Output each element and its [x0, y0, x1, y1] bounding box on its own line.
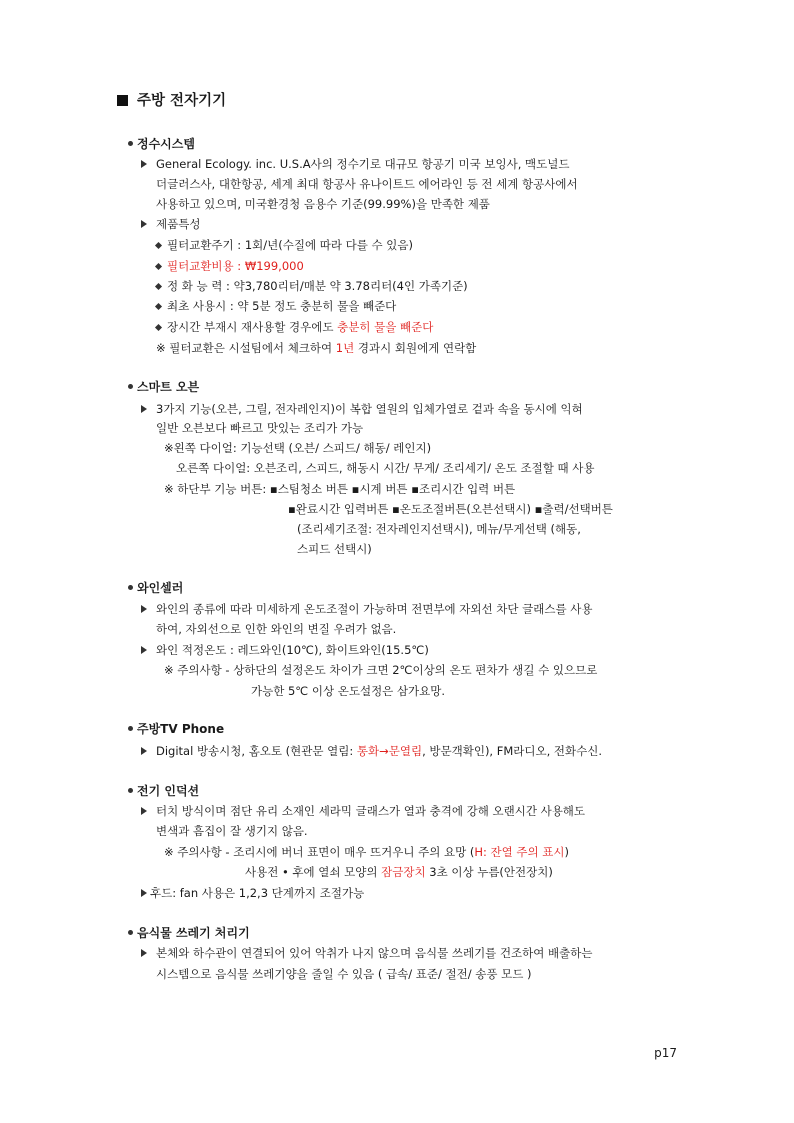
induction-line-4: 사용전 • 후에 열쇠 모양의 잠금장치 3초 이상 누름(안전장치) [245, 865, 553, 879]
water-note: ※ 필터교환은 시설팀에서 체크하여 1년 경과시 회원에게 연락함 [156, 341, 477, 355]
diamond-bullet-icon [155, 242, 162, 249]
oven-line-2: 일반 오븐보다 빠르고 맛있는 조리가 가능 [156, 421, 364, 435]
bullet-icon [128, 726, 133, 731]
water-feature-5: 장시간 부재시 재사용할 경우에도 충분히 물을 빼준다 [156, 319, 433, 335]
section-heading-wine: 와인셀러 [128, 580, 183, 596]
page-title: 주방 전자기기 [117, 93, 226, 109]
wine-line-5: 가능한 5℃ 이상 온도설정은 삼가요망. [251, 684, 446, 698]
oven-line-1: 3가지 기능(오븐, 그릴, 전자레인지)이 복합 열원의 입체가열로 겉과 속을 동시에 익혀 [141, 401, 583, 417]
water-feature-4: 최초 사용시 : 약 5분 정도 충분히 물을 빼준다 [156, 298, 396, 314]
oven-line-5: ※ 하단부 기능 버튼: ▪스팀청소 버튼 ▪시계 버튼 ▪조리시간 입력 버튼 [164, 482, 516, 496]
section-heading-induction: 전기 인덕션 [128, 783, 199, 799]
section-heading-oven: 스마트 오븐 [128, 379, 199, 395]
wine-line-1: 와인의 종류에 따라 미세하게 온도조절이 가능하며 전면부에 자외선 차단 글래스를 사용 [141, 601, 592, 617]
water-feature-2: 필터교환비용 : ₩199,000 [156, 258, 304, 274]
triangle-bullet-icon [141, 807, 147, 815]
water-feature-3: 정 화 능 력 : 약3,780리터/매분 약 3.78리터(4인 가족기준) [156, 278, 468, 294]
wine-line-4: ※ 주의사항 - 상하단의 설정온도 차이가 크면 2℃이상의 온도 편차가 생길 수 있으므로 [164, 663, 598, 677]
water-desc-2: 더글러스사, 대한항공, 세계 최대 항공사 유나이트드 에어라인 등 전 세계 항공사에서 [156, 177, 578, 191]
bullet-icon [128, 141, 133, 146]
triangle-bullet-icon [141, 646, 147, 654]
waste-line-2: 시스템으로 음식물 쓰레기양을 줄일 수 있음 ( 급속/ 표준/ 절전/ 송풍 모드 ) [156, 967, 532, 981]
square-bullet-icon [117, 95, 128, 106]
triangle-bullet-icon [141, 949, 147, 957]
oven-line-7: (조리세기조절: 전자레인지선택시), 메뉴/무게선택 (해동, [297, 522, 581, 536]
bullet-icon [128, 788, 133, 793]
section-heading-water: 정수시스템 [128, 136, 195, 152]
induction-line-5: 후드: fan 사용은 1,2,3 단계까지 조절가능 [141, 885, 364, 901]
triangle-bullet-icon [141, 405, 147, 413]
triangle-bullet-icon [141, 747, 147, 755]
section-heading-tv: 주방TV Phone [128, 721, 224, 737]
wine-line-3: 와인 적정온도 : 레드와인(10℃), 화이트와인(15.5℃) [141, 642, 429, 658]
induction-line-1: 터치 방식이며 점단 유리 소재인 세라믹 글래스가 열과 충격에 강해 오랜시간 사용해도 [141, 803, 585, 819]
water-features-label: 제품특성 [141, 216, 200, 232]
water-desc-1: General Ecology. inc. U.S.A사의 정수기로 대규모 항공기 미국 보잉사, 맥도널드 [141, 156, 570, 172]
page-number: p17 [654, 1046, 677, 1060]
diamond-bullet-icon [155, 303, 162, 310]
diamond-bullet-icon [155, 324, 162, 331]
wine-line-2: 하여, 자외선으로 인한 와인의 변질 우려가 없음. [156, 622, 397, 636]
triangle-bullet-icon [141, 160, 147, 168]
oven-line-3: ※왼쪽 다이얼: 기능선택 (오븐/ 스피드/ 해동/ 레인지) [164, 441, 432, 455]
water-feature-1: 필터교환주기 : 1회/년(수질에 따라 다를 수 있음) [156, 237, 413, 253]
oven-line-8: 스피드 선택시) [297, 542, 372, 556]
triangle-bullet-icon [141, 220, 147, 228]
waste-line-1: 본체와 하수관이 연결되어 있어 악취가 나지 않으며 음식물 쓰레기를 건조하여 배출하는 [141, 945, 592, 961]
section-heading-waste: 음식물 쓰레기 처리기 [128, 925, 250, 941]
induction-line-3: ※ 주의사항 - 조리시에 버너 표면이 매우 뜨거우니 주의 요망 (H: 잔열 주의 표시) [164, 845, 569, 859]
induction-line-2: 변색과 흠집이 잘 생기지 않음. [156, 824, 308, 838]
triangle-bullet-icon [141, 889, 147, 897]
diamond-bullet-icon [155, 283, 162, 290]
water-desc-3: 사용하고 있으며, 미국환경청 음용수 기준(99.99%)을 만족한 제품 [156, 197, 490, 211]
tv-line: Digital 방송시청, 홈오토 (현관문 열림: 통화→문열림, 방문객확인), FM라디오, 전화수신. [141, 743, 602, 759]
diamond-bullet-icon [155, 263, 162, 270]
oven-line-6: ▪완료시간 입력버튼 ▪온도조절버튼(오븐선택시) ▪출력/선택버튼 [288, 502, 613, 516]
oven-line-4: 오른쪽 다이얼: 오븐조리, 스피드, 해동시 시간/ 무게/ 조리세기/ 온도 조절할 때 사용 [176, 461, 595, 475]
bullet-icon [128, 930, 133, 935]
triangle-bullet-icon [141, 605, 147, 613]
bullet-icon [128, 585, 133, 590]
bullet-icon [128, 384, 133, 389]
